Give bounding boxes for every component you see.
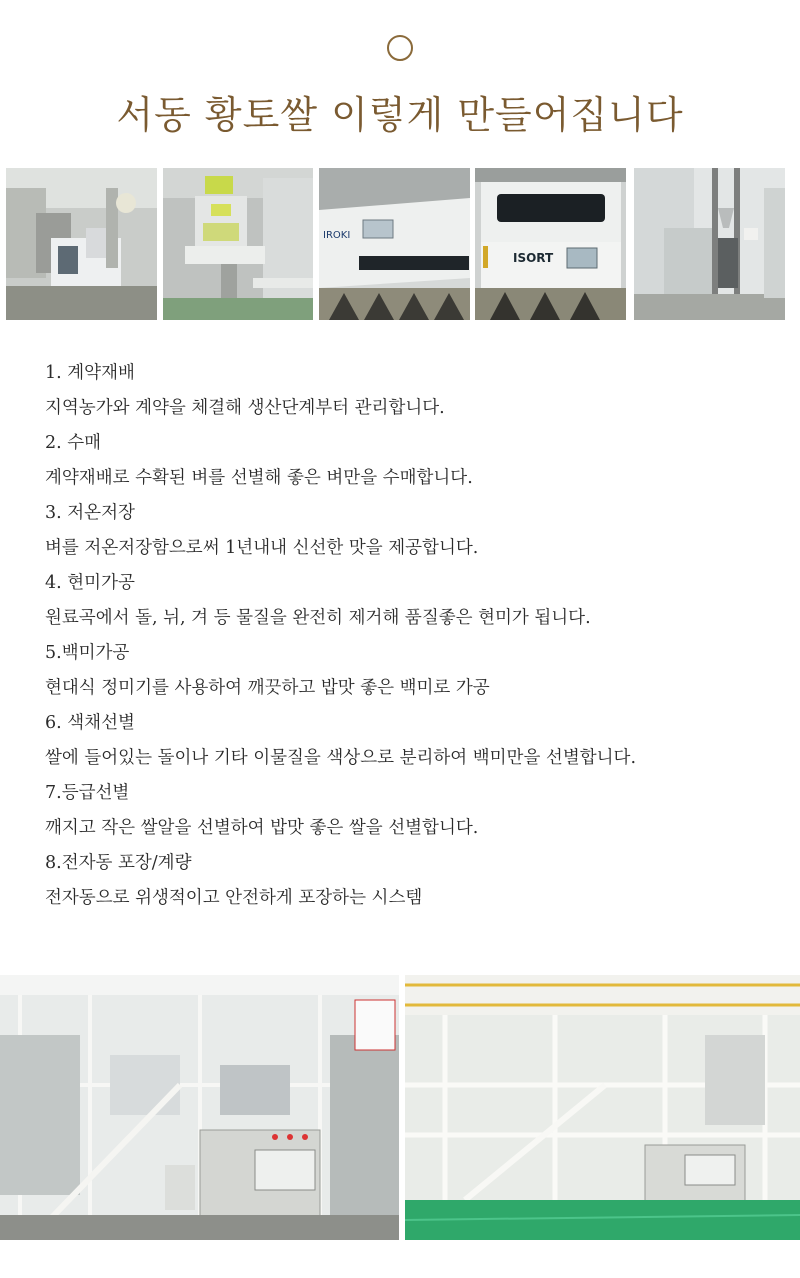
step-description: 원료곡에서 돌, 뉘, 겨 등 물질을 완전히 제거해 품질좋은 현미가 됩니다. [45,608,591,628]
step-title: 1. 계약재배 [45,363,135,383]
photo-factory-floor-left [0,975,399,1240]
step-item [45,642,775,712]
process-photo-gallery [6,168,785,320]
step-title: 4. 현미가공 [45,573,135,593]
iroki-label: IROKI [323,230,351,241]
step-title: 3. 저온저장 [45,503,135,523]
step-description: 전자동으로 위생적이고 안전하게 포장하는 시스템 [45,888,423,908]
step-description: 지역농가와 계약을 체결해 생산단계부터 관리합니다. [45,398,445,418]
photo-color-sorter-iroki [319,168,470,320]
isort-label: ISORT [513,251,554,265]
step-description: 현대식 정미기를 사용하여 깨끗하고 밥맛 좋은 백미로 가공 [45,678,490,698]
photo-grading-machine [163,168,313,320]
step-description: 깨지고 작은 쌀알을 선별하여 밥맛 좋은 쌀을 선별합니다. [45,818,479,838]
photo-hulling-machine [6,168,157,320]
step-item [45,572,775,642]
photo-color-sorter-isort [475,168,626,320]
step-description: 쌀에 들어있는 돌이나 기타 이물질을 색상으로 분리하여 백미만을 선별합니다. [45,748,637,768]
step-item [45,712,775,782]
step-description: 계약재배로 수확된 벼를 선별해 좋은 벼만을 수매합니다. [45,468,473,488]
photo-packing-tower [634,168,785,320]
step-item [45,782,775,852]
photo-factory-floor-right [405,975,800,1240]
step-title: 2. 수매 [45,433,102,453]
step-item [45,502,775,572]
step-description: 벼를 저온저장함으로써 1년내내 신선한 맛을 제공합니다. [45,538,479,558]
process-steps-list [45,362,775,922]
page-title: 서동 황토쌀 이렇게 만들어집니다 [116,93,684,137]
step-item [45,852,775,922]
step-item [45,432,775,502]
step-title: 5.백미가공 [45,643,130,663]
step-title: 8.전자동 포장/계량 [45,853,192,873]
circle-ornament-icon [387,35,413,61]
step-title: 6. 색채선별 [45,713,135,733]
step-item [45,362,775,432]
step-title: 7.등급선별 [45,783,130,803]
